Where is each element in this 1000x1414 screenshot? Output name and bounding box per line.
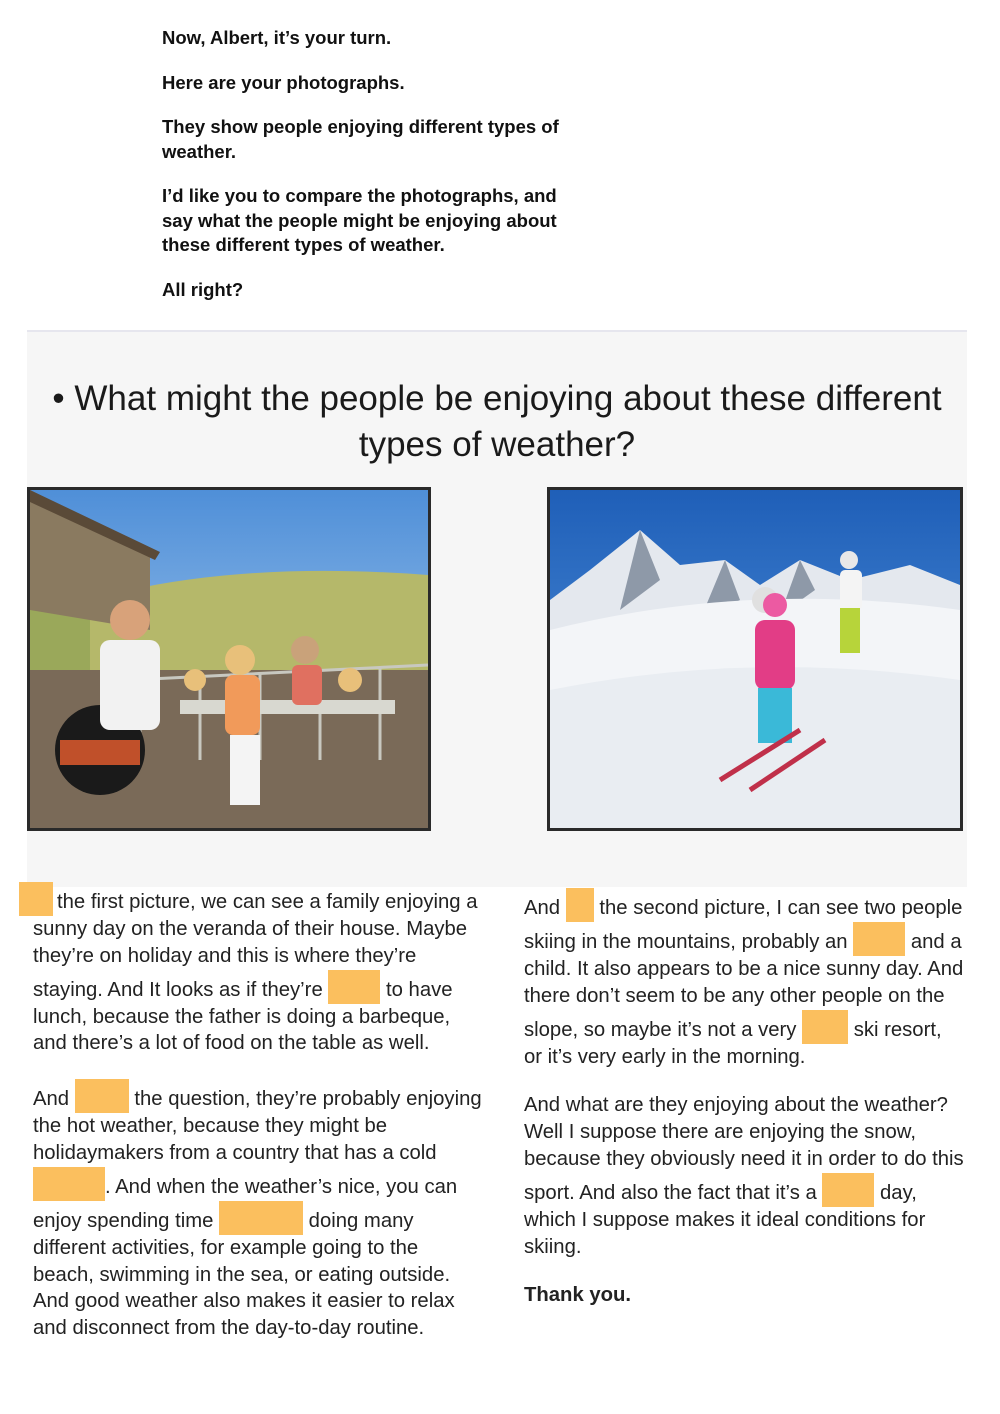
intro-line: They show people enjoying different types of weather. (162, 116, 559, 162)
blank-gap[interactable] (219, 1201, 303, 1235)
blank-gap[interactable] (566, 888, 594, 922)
question-panel (27, 330, 967, 887)
photo-skiers (547, 487, 963, 831)
left-p2-text-2: the question, they’re probably enjoying the hot weather, because they might be holidaymakers from a country that has a cold (33, 1088, 482, 1164)
left-paragraph-1 (33, 882, 483, 1057)
blank-gap[interactable] (19, 882, 53, 916)
closing-thanks: Thank you. (524, 1284, 632, 1307)
right-p1-text-4: ski resort, or it’s very early in the morning. (524, 1018, 942, 1068)
left-p1-text-2: to have lunch, because the father is doing a barbeque, and there’s a lot of food on the table as well. (33, 978, 453, 1055)
left-answer-column (33, 882, 483, 1364)
right-p2-text-1: And what are they enjoying about the weather? Well I suppose there are enjoying the snow, because they obviously need it in order to do this sport. And also the fact that it’s a (524, 1094, 964, 1204)
left-p2-text-3: . And when the weather’s nice, you can enjoy spending time (33, 1175, 458, 1232)
right-p1-text-3: and a child. It also appears to be a nice sunny day. And there don’t seem to be any other people on the slope, so maybe it’s not a very (524, 931, 964, 1041)
intro-line: All right? (162, 278, 244, 300)
blank-gap[interactable] (802, 1010, 848, 1044)
blank-gap[interactable] (75, 1079, 129, 1113)
right-p1-text-1: And (524, 897, 566, 919)
left-p2-text-4: doing many different activities, for example going to the beach, swimming in the sea, or eating outside. And good weather also makes it easier to relax and disconnect from the day-to-day routine. (33, 1209, 455, 1340)
photo-family-barbecue (27, 487, 431, 831)
left-p2-text-1: And (33, 1088, 75, 1111)
intro-line: Here are your photographs. (162, 71, 405, 93)
right-p2-text-2: day, which I suppose makes it ideal conditions for skiing. (524, 1181, 926, 1258)
left-p1-text-1: the first picture, we can see a family enjoying a sunny day on the veranda of their house. Maybe they’re on holiday and this is where they’re staying. And It looks as if they’re (33, 891, 478, 1001)
right-paragraph-1 (524, 888, 964, 1070)
intro-line: Now, Albert, it’s your turn. (162, 27, 392, 48)
right-answer-column (524, 888, 964, 1331)
right-paragraph-2 (524, 1092, 964, 1260)
left-paragraph-2 (33, 1079, 483, 1342)
right-p1-text-2: the second picture, I can see two people skiing in the mountains, probably an (524, 897, 963, 953)
blank-gap[interactable] (822, 1173, 874, 1207)
blank-gap[interactable] (33, 1167, 105, 1201)
intro-text (162, 26, 562, 322)
blank-gap[interactable] (853, 922, 905, 956)
question-heading: • What might the people be enjoying about these different types of weather? (52, 379, 942, 464)
blank-gap[interactable] (328, 970, 380, 1004)
intro-line: I’d like you to compare the photographs, and say what the people might be enjoying about these different types of weather. (162, 185, 557, 255)
